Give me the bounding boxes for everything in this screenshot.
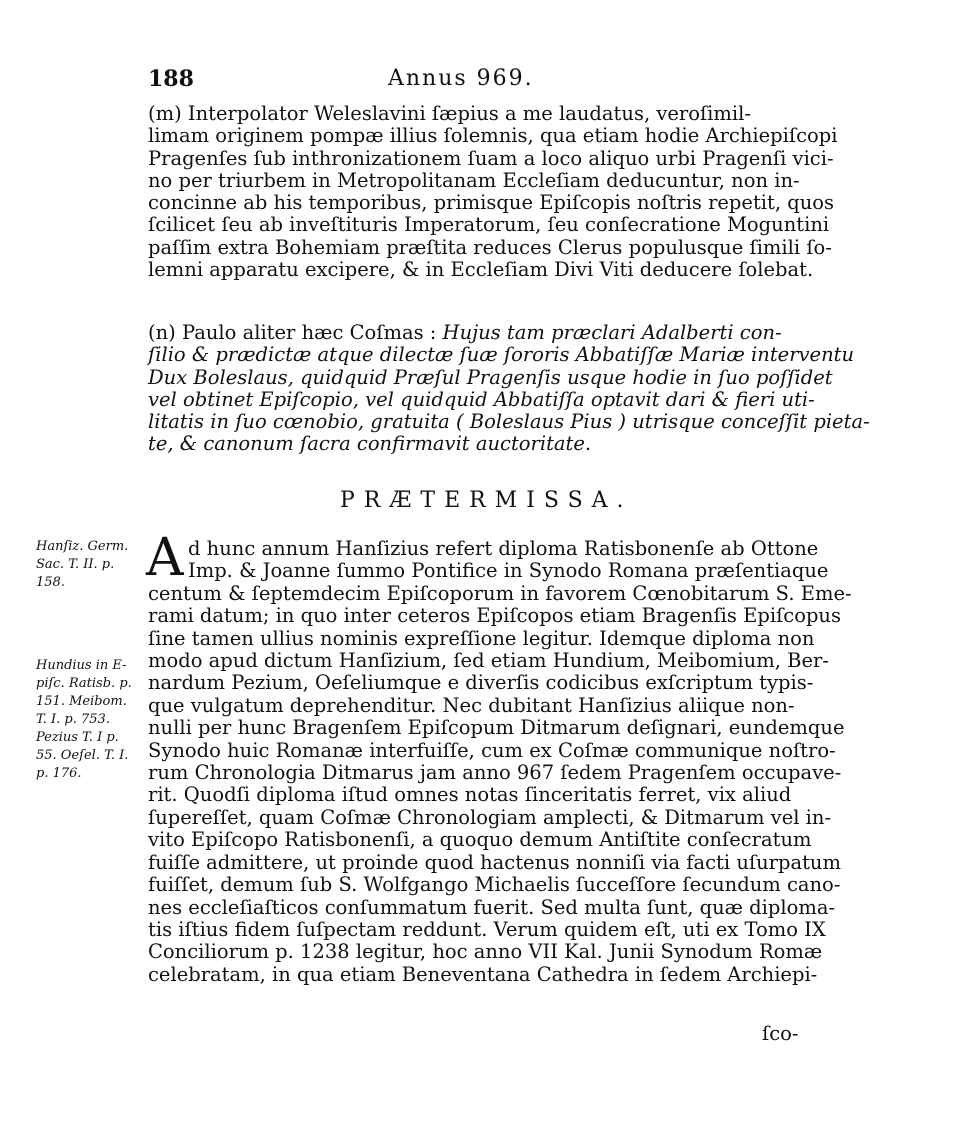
section-heading: PRÆTERMISSA. bbox=[340, 488, 633, 513]
body-line: fuiſſet, demum ſub S. Wolfgango Michaelis ſucceſſore ſecundum cano- bbox=[148, 873, 841, 897]
footnote-m-line: paſſim extra Bohemiam præſtita reduces Clerus populusque ſimili ſo- bbox=[148, 235, 832, 259]
margin-note-line: Hanſiz. Germ. bbox=[36, 539, 129, 554]
body-line: Imp. & Joanne ſummo Pontifice in Synodo Romana præſentiaque bbox=[188, 559, 829, 583]
margin-note-line: 55. Oeſel. T. I. bbox=[36, 748, 129, 763]
margin-note-line: piſc. Ratisb. p. bbox=[36, 676, 132, 691]
catchword: ſco- bbox=[762, 1022, 799, 1045]
footnote-n-line: te, & canonum ſacra confirmavit auctoritate. bbox=[148, 432, 592, 456]
body-line: d hunc annum Hanſizius refert diploma Ratisbonenſe ab Ottone bbox=[188, 537, 819, 560]
body-line: vito Epiſcopo Ratisbonenſi, a quoquo demum Antiſtite conſecratum bbox=[148, 828, 812, 852]
body-line: rami datum; in quo inter ceteros Epiſcopos etiam Bragenſis Epiſcopus bbox=[148, 604, 841, 628]
body-line: ſine tamen ullius nominis expreſſione legitur. Idemque diploma non bbox=[148, 626, 815, 650]
footnote-n-line bbox=[148, 322, 838, 344]
body-line: fuiſſe admittere, ut proinde quod hactenus nonniſi via facti uſurpatum bbox=[148, 850, 841, 874]
body-line: modo apud dictum Hanſizium, ſed etiam Hundium, Meibomium, Ber- bbox=[148, 649, 829, 673]
margin-note-line: Hundius in E- bbox=[36, 658, 127, 673]
footnote-n bbox=[148, 321, 870, 456]
running-head: Annus 969. bbox=[388, 66, 534, 91]
margin-note-line: Pezius T. I p. bbox=[36, 730, 119, 745]
body-line: rum Chronologia Ditmarus jam anno 967 ſedem Pragenſem occupave- bbox=[148, 761, 842, 785]
margin-note-line: T. I. p. 753. bbox=[36, 712, 110, 727]
footnote-n-italic: Hujus tam præclari Adalberti con- bbox=[436, 321, 782, 344]
footnote-m-line: ſcilicet ſeu ab inveſtituris Imperatorum, ſeu conſecratione Moguntini bbox=[148, 213, 830, 237]
margin-note-hansiz bbox=[36, 538, 148, 592]
footnote-m-line: (m) Interpolator Weleslavini ſæpius a me laudatus, veroſimil- bbox=[148, 102, 751, 125]
body-line: que vulgatum deprehenditur. Nec dubitant Hanſizius aliique non- bbox=[148, 693, 795, 717]
body-line: Synodo huic Romanæ interfuiſſe, cum ex Coſmæ communique noſtro- bbox=[148, 738, 836, 762]
footnote-m-line: no per triurbem in Metropolitanam Eccleſiam deducuntur, non in- bbox=[148, 168, 800, 192]
body-line: ſupereſſet, quam Coſmæ Chronologiam amplecti, & Ditmarum vel in- bbox=[148, 805, 832, 829]
body-line: nulli per hunc Bragenſem Epiſcopum Ditmarum deſignari, eundemque bbox=[148, 716, 845, 740]
page-header bbox=[148, 66, 848, 94]
footnote-n-line: ſilio & prædictæ atque dilectæ ſuæ ſororis Abbatiſſæ Mariæ interventu bbox=[148, 343, 855, 367]
body-line: celebratam, in qua etiam Beneventana Cathedra in ſedem Archiepi- bbox=[148, 962, 818, 986]
main-text bbox=[146, 528, 852, 986]
footnote-m-line: lemni apparatu excipere, & in Eccleſiam Divi Viti deducere ſolebat. bbox=[148, 258, 814, 282]
margin-note-line: 151. Meibom. bbox=[36, 694, 127, 709]
footnote-m-line: concinne ab his temporibus, primisque Epiſcopis noſtris repetit, quos bbox=[148, 191, 835, 215]
margin-note-hundius bbox=[36, 657, 148, 783]
body-line: tis iſtius fidem ſuſpectam reddunt. Verum quidem eſt, uti ex Tomo IX bbox=[148, 917, 826, 941]
body-line: centum & ſeptemdecim Epiſcoporum in favorem Cœnobitarum S. Eme- bbox=[148, 581, 852, 605]
footnote-n-line: vel obtinet Epiſcopio, vel quidquid Abbatiſſa optavit dari & fieri uti- bbox=[148, 387, 815, 411]
margin-note-line: p. 176. bbox=[36, 766, 82, 781]
footnote-n-roman: (n) Paulo aliter hæc Coſmas : bbox=[148, 321, 437, 344]
footnote-m bbox=[148, 103, 838, 281]
margin-note-line: Sac. T. II. p. bbox=[36, 557, 115, 572]
margin-note-line: 158. bbox=[36, 575, 65, 590]
footnote-m-line: limam originem pompæ illius ſolemnis, qua etiam hodie Archiepiſcopi bbox=[148, 124, 838, 148]
drop-cap: A bbox=[146, 528, 184, 588]
body-line: nes eccleſiaſticos conſummatum fuerit. Sed multa ſunt, quæ diploma- bbox=[148, 895, 836, 919]
body-line: nardum Pezium, Oeſeliumque e diverſis codicibus exſcriptum typis- bbox=[148, 671, 814, 695]
footnote-n-line: Dux Boleslaus, quidquid Præſul Pragenſis usque hodie in ſuo poſſidet bbox=[148, 365, 833, 389]
body-line: Conciliorum p. 1238 legitur, hoc anno VII Kal. Junii Synodum Romæ bbox=[148, 940, 823, 964]
page-number: 188 bbox=[148, 66, 194, 92]
body-line: rit. Quodſi diploma iſtud omnes notas ſinceritatis ferret, vix aliud bbox=[148, 783, 792, 807]
footnote-n-line: litatis in ſuo cœnobio, gratuita ( Boleslaus Pius ) utrisque conceſſit pieta- bbox=[148, 410, 870, 434]
footnote-m-line: Pragenſes ſub inthronizationem ſuam a loco aliquo urbi Pragenſi vici- bbox=[148, 146, 834, 170]
